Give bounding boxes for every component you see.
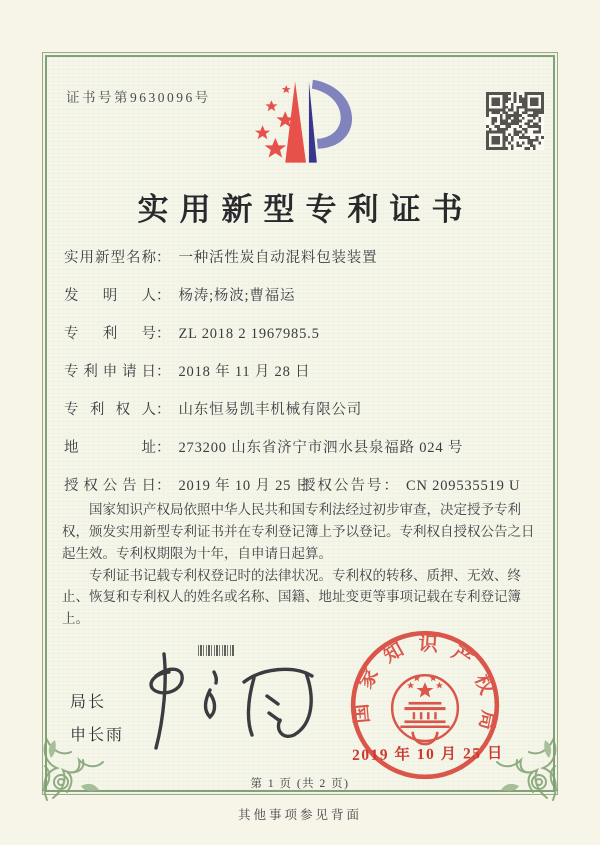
field-row-patentee: 专利权人： 山东恒易凯丰机械有限公司 — [64, 399, 538, 421]
field-label: 地址 — [64, 440, 156, 456]
signer-name: 申长雨 — [70, 727, 125, 744]
field-value: 一种活性炭自动混料包装装置 — [178, 250, 378, 266]
field-value: CN 209535519 U — [406, 478, 521, 494]
field-value: 山东恒易凯丰机械有限公司 — [178, 402, 363, 418]
field-value: 273200 山东省济宁市泗水县泉福路 024 号 — [178, 440, 464, 456]
qr-code — [486, 92, 544, 150]
field-value: 2018 年 11 月 28 日 — [178, 364, 311, 380]
back-note: 其他事项参见背面 — [237, 808, 362, 822]
field-row-patent-number: 专利号： ZL 2018 2 1967985.5 — [64, 323, 538, 345]
national-emblem-icon — [392, 675, 458, 744]
field-row-utility-model-name: 实用新型名称： 一种活性炭自动混料包装装置 — [64, 247, 538, 269]
page-number: 第 1 页 (共 2 页) — [250, 778, 350, 790]
field-label: 专利申请日 — [64, 364, 156, 380]
field-label: 专利权人 — [64, 402, 156, 418]
field-row-application-date: 专利申请日： 2018 年 11 月 28 日 — [64, 361, 538, 383]
seal-date: 2019 年 10 月 25 日 — [351, 744, 505, 765]
field-value: ZL 2018 2 1967985.5 — [178, 326, 320, 342]
signature-handwriting-image — [126, 650, 326, 760]
field-label: 发明人 — [64, 288, 156, 304]
field-value: 2019 年 10 月 25 日 — [178, 478, 311, 494]
certificate-title: 实用新型专利证书 — [137, 192, 474, 227]
field-label: 实用新型名称 — [64, 250, 156, 266]
certificate-number: 证书号第9630096号 — [66, 90, 211, 105]
field-label: 授权公告号 — [301, 478, 384, 494]
field-row-address: 地址： 273200 山东省济宁市泗水县泉福路 024 号 — [64, 437, 538, 459]
legal-paragraph-2: 专利证书记载专利权登记时的法律状况。专利权的转移、质押、无效、终止、恢复和专利权人的姓名或名称、国籍、地址变更等事项记载在专利登记簿上。 — [62, 567, 521, 627]
certificate-fields — [64, 247, 538, 513]
seal-text: 国家知识产权局 — [350, 634, 500, 732]
field-row-grant-date: 授权公告日： 2019 年 10 月 25 日 授权公告号： CN 209535519 U — [64, 475, 538, 497]
field-row-inventors: 发明人： 杨涛;杨波;曹福运 — [64, 285, 538, 307]
field-value: 杨涛;杨波;曹福运 — [178, 288, 296, 304]
legal-paragraph-1: 国家知识产权局依照中华人民共和国专利法经过初步审查，决定授予专利权，颁发实用新型专利证书并在专利登记簿上予以登记。专利权自授权公告之日起生效。专利权期限为十年，自申请日起算。 — [62, 502, 535, 561]
signer-block — [70, 686, 124, 752]
legal-statement — [62, 499, 540, 630]
cnipa-patent-logo-icon — [230, 74, 378, 188]
field-label: 授权公告日 — [64, 478, 156, 494]
field-grant-number: 授权公告号： CN 209535519 U — [301, 475, 520, 497]
field-label: 专利号 — [64, 326, 156, 342]
signer-title: 局长 — [70, 694, 107, 711]
svg-text:国家知识产权局 — [350, 632, 500, 732]
